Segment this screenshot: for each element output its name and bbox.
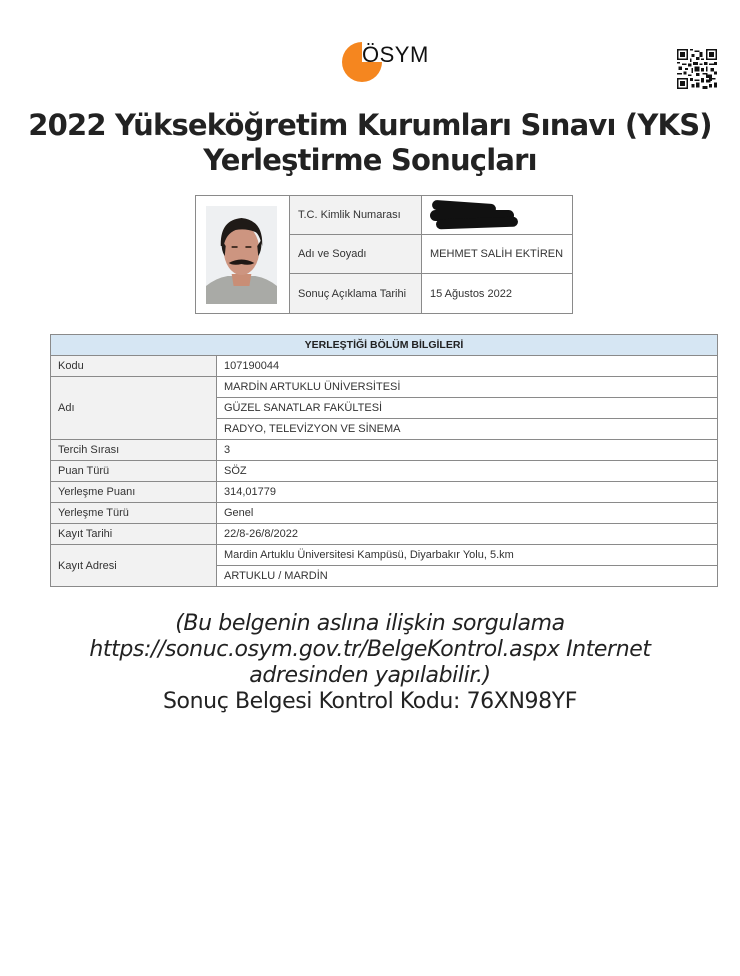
- kayit-adresi-label: Kayıt Adresi: [51, 545, 217, 587]
- kodu-label: Kodu: [51, 356, 217, 377]
- department-name: RADYO, TELEVİZYON VE SİNEMA: [217, 419, 718, 440]
- logo-text: ÖSYM: [362, 42, 429, 67]
- candidate-photo: [206, 206, 277, 304]
- sonuc-tarihi-value: 15 Ağustos 2022: [430, 287, 512, 300]
- page-title: 2022 Yükseköğretim Kurumları Sınavı (YKS): [28, 108, 712, 142]
- table-row: [51, 356, 718, 377]
- osym-logo: [340, 40, 430, 86]
- table-row: [51, 482, 718, 503]
- redacted-id-mark: [430, 202, 518, 228]
- qr-code-icon: [677, 49, 717, 89]
- page-subtitle: Yerleştirme Sonuçları: [203, 143, 537, 177]
- puan-turu-value: SÖZ: [217, 461, 718, 482]
- table-row: [51, 461, 718, 482]
- placement-info-table: [50, 334, 718, 587]
- tc-kimlik-label: T.C. Kimlik Numarası: [290, 196, 422, 235]
- verification-note-line1: (Bu belgenin aslına ilişkin sorgulama: [175, 611, 565, 636]
- adi-label: Adı: [51, 377, 217, 440]
- ad-soyad-value: MEHMET SALİH EKTİREN: [422, 235, 572, 274]
- sonuc-tarihi-label: Sonuç Açıklama Tarihi: [290, 274, 422, 313]
- table-row: [51, 440, 718, 461]
- tercih-value: 3: [217, 440, 718, 461]
- placement-header: YERLEŞTİĞİ BÖLÜM BİLGİLERİ: [51, 335, 718, 356]
- yerlesme-turu-value: Genel: [217, 503, 718, 524]
- puan-turu-label: Puan Türü: [51, 461, 217, 482]
- table-row: [51, 545, 718, 566]
- puan-label: Yerleşme Puanı: [51, 482, 217, 503]
- table-row: [51, 377, 718, 398]
- control-code: Sonuç Belgesi Kontrol Kodu: 76XN98YF: [162, 689, 577, 714]
- puan-value: 314,01779: [217, 482, 718, 503]
- table-row: [51, 503, 718, 524]
- ad-soyad-label: Adı ve Soyadı: [290, 235, 422, 274]
- kodu-value: 107190044: [217, 356, 718, 377]
- faculty-name: GÜZEL SANATLAR FAKÜLTESİ: [217, 398, 718, 419]
- table-row: [51, 524, 718, 545]
- kayit-tarihi-value: 22/8-26/8/2022: [217, 524, 718, 545]
- verification-url-line[interactable]: https://sonuc.osym.gov.tr/BelgeKontrol.aspx Internet: [89, 637, 651, 662]
- photo-cell: [196, 196, 290, 313]
- candidate-info-table: [195, 195, 573, 314]
- yerlesme-turu-label: Yerleşme Türü: [51, 503, 217, 524]
- tc-kimlik-value: [422, 196, 572, 235]
- table-header-row: [51, 335, 718, 356]
- tercih-label: Tercih Sırası: [51, 440, 217, 461]
- kayit-adresi-line1: Mardin Artuklu Üniversitesi Kampüsü, Diyarbakır Yolu, 5.km: [217, 545, 718, 566]
- university-name: MARDİN ARTUKLU ÜNİVERSİTESİ: [217, 377, 718, 398]
- kayit-tarihi-label: Kayıt Tarihi: [51, 524, 217, 545]
- verification-note-line3: adresinden yapılabilir.): [249, 663, 491, 688]
- kayit-adresi-line2: ARTUKLU / MARDİN: [217, 566, 718, 587]
